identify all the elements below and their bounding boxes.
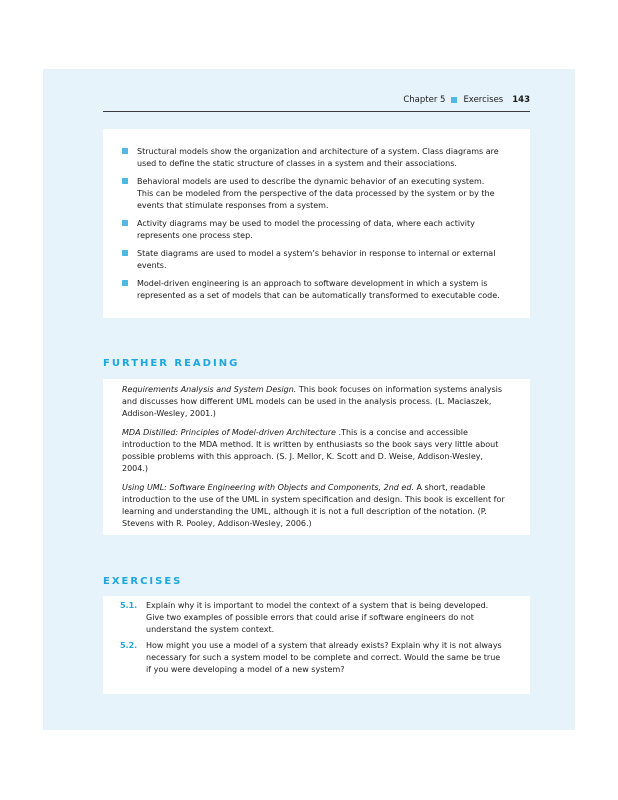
running-header xyxy=(103,95,530,112)
key-point-text: State diagrams are used to model a system’s behavior in response to internal or external events. xyxy=(137,249,496,270)
reference-title: Using UML: Software Engineering with Objects and Components, 2nd ed xyxy=(122,483,412,492)
list-item xyxy=(122,248,500,272)
exercise-item xyxy=(120,600,506,636)
key-points-box xyxy=(103,129,530,318)
key-point-text: Structural models show the organization and architecture of a system. Class diagrams are used to define the static structure of classes in a system and their associations. xyxy=(137,147,499,168)
list-item xyxy=(122,278,500,302)
header-square-icon xyxy=(451,97,457,103)
reference-title: MDA Distilled: Principles of Model-driven Architecture xyxy=(122,428,336,437)
key-points-list xyxy=(103,129,530,302)
exercise-text: How might you use a model of a system that already exists? Explain why it is not always necessary for such a system model to be complete and correct. Would the same be true if you were developing a model of a new system? xyxy=(146,641,502,674)
further-reading-box xyxy=(103,379,530,535)
reference-description: This book focuses on information systems analysis and discusses how different UML models can be used in the analysis process. (L. Maciaszek, Addison-Wesley, 2001.) xyxy=(122,385,503,418)
header-chapter: Chapter 5 xyxy=(403,95,446,105)
bullet-square-icon xyxy=(122,178,128,184)
list-item xyxy=(122,218,500,242)
bullet-square-icon xyxy=(122,220,128,226)
exercise-text: Explain why it is important to model the context of a system that is being developed. Give two examples of possible errors that could arise if software engineers do not understand the system context. xyxy=(146,601,489,634)
key-point-text: Behavioral models are used to describe the dynamic behavior of an executing system. This can be modeled from the perspective of the data processed by the system or by the events that stimulate responses from a system. xyxy=(137,177,495,210)
key-point-text: Activity diagrams may be used to model the processing of data, where each activity represents one process step. xyxy=(137,219,475,240)
bullet-square-icon xyxy=(122,280,128,286)
exercises-box xyxy=(103,596,530,694)
key-point-text: Model-driven engineering is an approach to software development in which a system is represented as a set of models that can be automatically transformed to executable code. xyxy=(137,279,500,300)
exercises-heading: EXERCISES xyxy=(103,576,183,587)
further-reading-heading: FURTHER READING xyxy=(103,358,240,369)
page-number: 143 xyxy=(512,95,530,105)
reference-description: . A short, readable introduction to the use of the UML in system specification and design. This book is excellent for learning and understanding the UML, although it is not a full description of the notation. (P. Stevens with R. Pooley, Addison-Wesley, 2006.) xyxy=(122,483,505,528)
reference-item xyxy=(122,384,510,420)
exercise-number: 5.2. xyxy=(120,641,138,650)
list-item xyxy=(122,176,500,212)
header-section: Exercises xyxy=(463,95,504,105)
reference-item xyxy=(122,427,510,475)
bullet-square-icon xyxy=(122,250,128,256)
list-item xyxy=(122,146,500,170)
exercise-number: 5.1. xyxy=(120,601,138,610)
reference-item xyxy=(122,482,510,530)
reference-description: .This is a concise and accessible introduction to the MDA method. It is written by enthusiasts so the book says very little about possible problems with this approach. (S. J. Mellor, K. Scott and D. Weise, Addison-Wesley, 2004.) xyxy=(122,428,499,473)
bullet-square-icon xyxy=(122,148,128,154)
reference-list xyxy=(103,379,530,530)
exercise-list xyxy=(103,596,530,676)
exercise-item xyxy=(120,640,506,676)
reference-title: Requirements Analysis and System Design. xyxy=(122,385,297,394)
